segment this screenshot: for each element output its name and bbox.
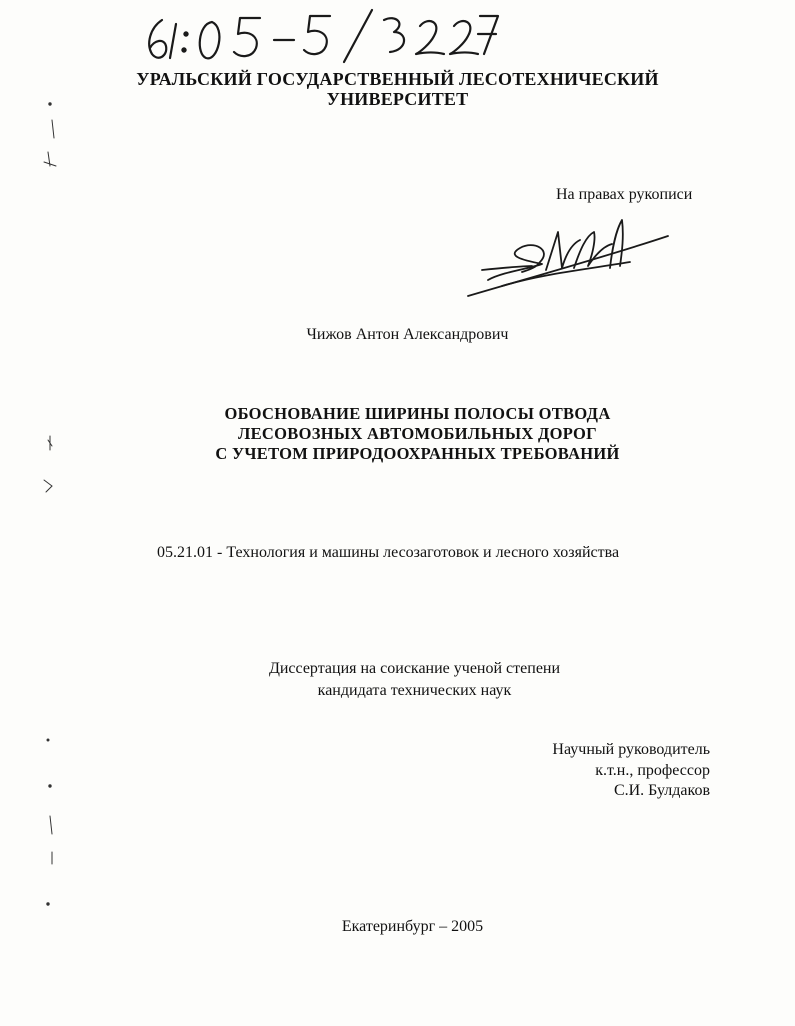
- thesis-title-line2: ЛЕСОВОЗНЫХ АВТОМОБИЛЬНЫХ ДОРОГ: [238, 424, 597, 443]
- specialty-code: 05.21.01 - Технология и машины лесозаготовок и лесного хозяйства: [157, 544, 620, 561]
- supervisor-degree: к.т.н., профессор: [595, 762, 710, 779]
- supervisor-role: Научный руководитель: [552, 741, 710, 758]
- city-and-year: Екатеринбург – 2005: [341, 918, 484, 935]
- author-name: Чижов Антон Александрович: [306, 326, 509, 343]
- manuscript-rights-note: На правах рукописи: [556, 186, 693, 203]
- university-name-line2: УНИВЕРСИТЕТ: [326, 89, 469, 109]
- dissertation-degree-line1: Диссертация на соискание ученой степени: [268, 660, 561, 677]
- scan-margin-marks: [30, 90, 80, 930]
- dissertation-degree-line2: кандидата технических наук: [317, 682, 512, 699]
- thesis-title-line1: ОБОСНОВАНИЕ ШИРИНЫ ПОЛОСЫ ОТВОДА: [224, 404, 611, 423]
- supervisor-name: С.И. Булдаков: [613, 782, 710, 799]
- university-name-line1: УРАЛЬСКИЙ ГОСУДАРСТВЕННЫЙ ЛЕСОТЕХНИЧЕСКИЙ: [136, 69, 659, 89]
- handwritten-archive-code: [140, 6, 500, 64]
- author-signature: [462, 210, 680, 300]
- thesis-title-line3: С УЧЕТОМ ПРИРОДООХРАННЫХ ТРЕБОВАНИЙ: [215, 444, 620, 463]
